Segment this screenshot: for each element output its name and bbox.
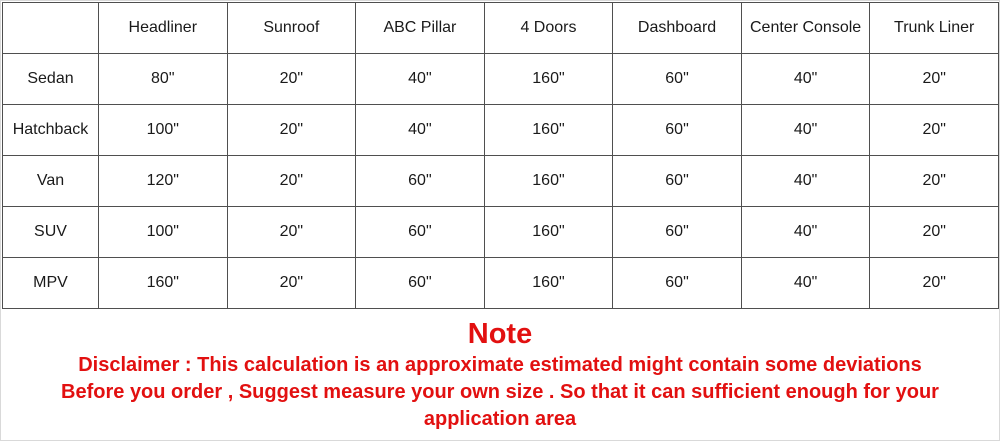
column-header-sunroof: Sunroof <box>227 3 356 54</box>
row-label-mpv: MPV <box>3 258 99 309</box>
size-cell: 100" <box>99 207 228 258</box>
size-cell: 160" <box>484 156 613 207</box>
size-cell: 20" <box>227 105 356 156</box>
size-cell: 20" <box>870 54 999 105</box>
corner-cell <box>3 3 99 54</box>
row-label-hatchback: Hatchback <box>3 105 99 156</box>
size-cell: 20" <box>870 105 999 156</box>
size-cell: 160" <box>99 258 228 309</box>
size-cell: 40" <box>356 105 485 156</box>
size-cell: 20" <box>227 207 356 258</box>
column-header-dashboard: Dashboard <box>613 3 742 54</box>
size-cell: 40" <box>741 156 870 207</box>
size-cell: 40" <box>741 207 870 258</box>
table-row-sedan <box>3 54 999 105</box>
disclaimer-line-2: Before you order , Suggest measure your own size . So that it can sufficient enough for your <box>61 381 939 403</box>
size-cell: 60" <box>613 54 742 105</box>
table-row-suv <box>3 207 999 258</box>
size-cell: 60" <box>356 156 485 207</box>
disclaimer-line-3: application area <box>423 408 577 430</box>
size-cell: 160" <box>484 207 613 258</box>
column-header-headliner: Headliner <box>99 3 228 54</box>
column-header-center-console: Center Console <box>741 3 870 54</box>
size-cell: 40" <box>741 54 870 105</box>
column-header-4-doors: 4 Doors <box>484 3 613 54</box>
size-cell: 20" <box>870 156 999 207</box>
size-cell: 60" <box>613 258 742 309</box>
size-cell: 160" <box>484 258 613 309</box>
column-header-abc-pillar: ABC Pillar <box>356 3 485 54</box>
size-cell: 20" <box>227 156 356 207</box>
column-header-trunk-liner: Trunk Liner <box>870 3 999 54</box>
size-cell: 60" <box>356 258 485 309</box>
disclaimer-line-1: Disclaimer : This calculation is an approximate estimated might contain some deviations <box>78 354 922 376</box>
size-cell: 100" <box>99 105 228 156</box>
size-cell: 60" <box>356 207 485 258</box>
size-cell: 120" <box>99 156 228 207</box>
size-cell: 40" <box>741 105 870 156</box>
note-section <box>1 316 999 433</box>
row-label-van: Van <box>3 156 99 207</box>
row-label-sedan: Sedan <box>3 54 99 105</box>
size-cell: 80" <box>99 54 228 105</box>
table-row-van <box>3 156 999 207</box>
size-cell: 60" <box>613 207 742 258</box>
note-title: Note <box>467 318 533 350</box>
size-cell: 40" <box>741 258 870 309</box>
size-cell: 20" <box>870 258 999 309</box>
table-row-hatchback <box>3 105 999 156</box>
size-cell: 40" <box>356 54 485 105</box>
size-cell: 20" <box>227 54 356 105</box>
table-row-mpv <box>3 258 999 309</box>
size-table <box>2 2 999 309</box>
row-label-suv: SUV <box>3 207 99 258</box>
size-cell: 20" <box>227 258 356 309</box>
size-cell: 60" <box>613 105 742 156</box>
size-cell: 60" <box>613 156 742 207</box>
size-cell: 160" <box>484 54 613 105</box>
header-row <box>3 3 999 54</box>
size-cell: 160" <box>484 105 613 156</box>
size-cell: 20" <box>870 207 999 258</box>
